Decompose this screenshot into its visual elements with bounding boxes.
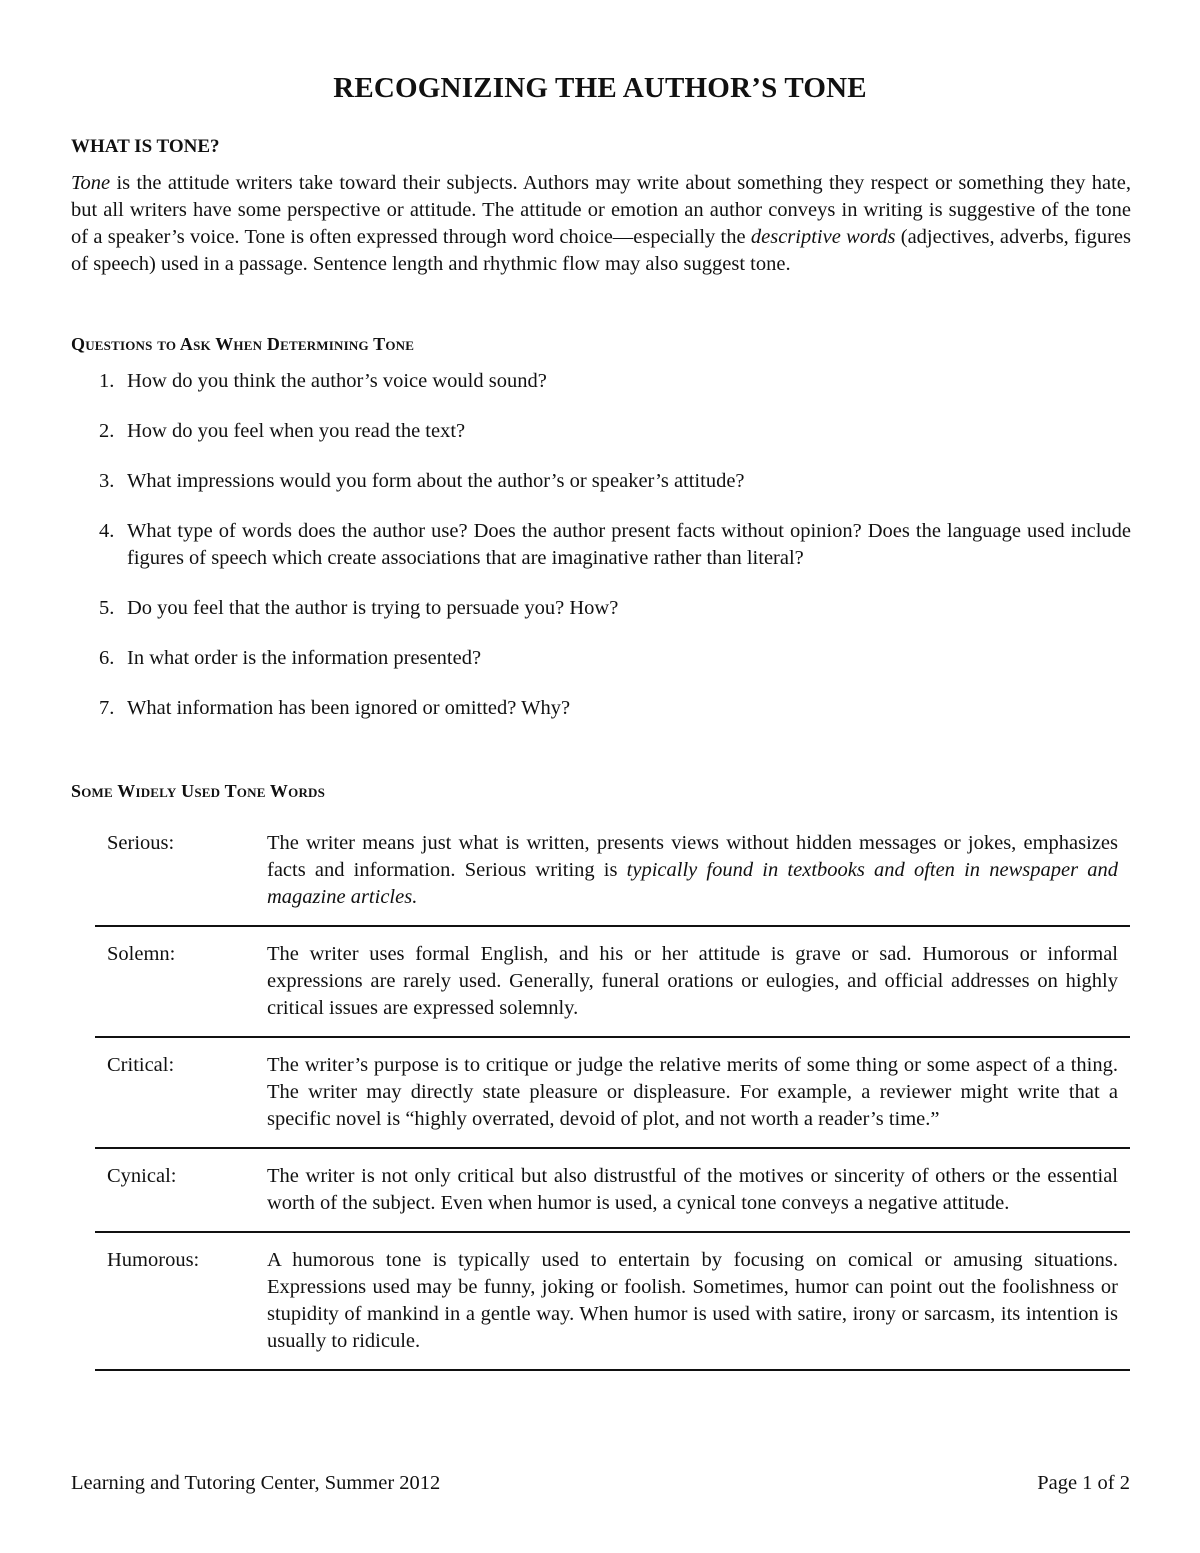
question-number: 7.	[99, 697, 115, 719]
question-item	[71, 418, 1131, 445]
question-item	[71, 645, 1131, 672]
tone-description: The writer’s purpose is to critique or judge the relative merits of some thing or some aspect of a thing. The writer may directly state pleasure or displeasure. For example, a reviewer might write that a specific novel is “highly overrated, devoid of plot, and not worth a reader’s time.”	[267, 1054, 1118, 1130]
question-text: In what order is the information presented?	[127, 647, 482, 669]
page-title: RECOGNIZING THE AUTHOR’S TONE	[333, 72, 867, 104]
intro-term: Tone	[71, 172, 111, 194]
tone-description: A humorous tone is typically used to entertain by focusing on comical or amusing situations. Expressions used may be funny, joking or foolish. Sometimes, humor can point out the foolishness or stupidity of mankind in a gentle way. When humor is used with satire, irony or sarcasm, its intention is usually to ridicule.	[267, 1249, 1118, 1352]
tone-description	[267, 830, 1130, 911]
tone-label: Cynical:	[107, 1165, 177, 1187]
question-text: What impressions would you form about the author’s or speaker’s attitude?	[127, 470, 745, 492]
question-item	[71, 368, 1131, 395]
tone-row-solemn	[95, 937, 1130, 1038]
footer-source: Learning and Tutoring Center, Summer 2012	[71, 1472, 441, 1494]
question-number: 3.	[99, 470, 115, 492]
intro-emphasis: descriptive words	[750, 226, 896, 248]
tone-words-heading: Some Widely Used Tone Words	[71, 781, 326, 801]
tone-row-humorous	[95, 1243, 1130, 1371]
question-number: 4.	[99, 520, 115, 542]
tone-label: Serious:	[107, 832, 175, 854]
tone-row-cynical	[95, 1159, 1130, 1233]
question-item	[71, 595, 1131, 622]
question-number: 2.	[99, 420, 115, 442]
tone-label: Solemn:	[107, 943, 176, 965]
tone-label: Critical:	[107, 1054, 175, 1076]
what-is-tone-heading: WHAT IS TONE?	[71, 136, 220, 157]
question-item	[71, 518, 1131, 572]
question-text: Do you feel that the author is trying to persuade you? How?	[127, 597, 619, 619]
tone-description-emphasis: typically found in textbooks and often in newspaper and magazine articles.	[267, 859, 1118, 908]
question-item	[71, 695, 1131, 722]
intro-text-part1: is the attitude writers take toward their subjects. Authors may write about something they respect or something they hate, but all writers have some perspective or attitude. The attitude or emotion an author conveys in writing is suggestive of the tone of a speaker’s voice. Tone is often expressed through word choice—especially the	[71, 172, 1131, 248]
tone-label: Humorous:	[107, 1249, 200, 1271]
footer-page-number: Page 1 of 2	[1037, 1472, 1130, 1494]
tone-words-table	[95, 826, 1130, 1381]
tone-row-serious	[95, 826, 1130, 927]
tone-description: The writer is not only critical but also distrustful of the motives or sincerity of others or the essential worth of the subject. Even when humor is used, a cynical tone conveys a negative attitude.	[267, 1165, 1118, 1214]
question-text: How do you feel when you read the text?	[127, 420, 466, 442]
question-number: 6.	[99, 647, 115, 669]
question-text: What type of words does the author use? Does the author present facts without opinion? Does the language used include figures of speech which create associations that are imaginative rather than literal?	[127, 520, 1131, 569]
questions-list	[71, 368, 1131, 745]
intro-text-part2: (adjectives, adverbs, figures of speech) used in a passage. Sentence length and rhythmic flow may also suggest tone.	[71, 226, 1132, 275]
tone-description: The writer uses formal English, and his or her attitude is grave or sad. Humorous or informal expressions are rarely used. Generally, funeral orations or eulogies, and official addresses on highly critical issues are expressed solemnly.	[267, 943, 1118, 1019]
question-item	[71, 468, 1131, 495]
question-number: 5.	[99, 597, 115, 619]
tone-row-critical	[95, 1048, 1130, 1149]
question-text: How do you think the author’s voice would sound?	[127, 370, 547, 392]
question-number: 1.	[99, 370, 115, 392]
intro-paragraph	[71, 170, 1131, 278]
tone-description-text: The writer means just what is written, presents views without hidden messages or jokes, emphasizes facts and information. Serious writing is	[267, 832, 1118, 881]
question-text: What information has been ignored or omitted? Why?	[127, 697, 571, 719]
questions-heading: Questions to Ask When Determining Tone	[71, 334, 415, 354]
